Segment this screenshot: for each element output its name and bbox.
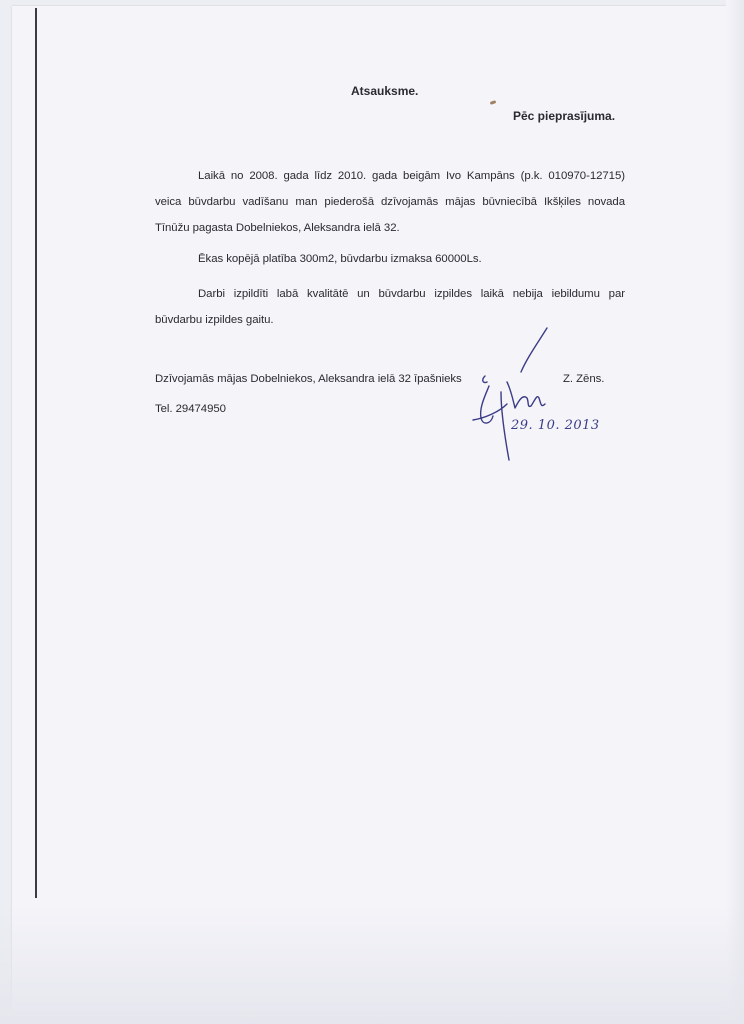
sleeve-shadow xyxy=(0,904,744,1024)
signature-stroke xyxy=(507,382,545,408)
page-edge xyxy=(726,0,744,1024)
signature-stroke xyxy=(483,376,487,383)
paragraph-1-line-2: veica būvdarbu vadīšanu man piederošā dzīvojamās mājas būvniecībā Ikšķiles novada xyxy=(155,196,625,208)
handwritten-date: 29. 10. 2013 xyxy=(511,418,600,433)
paragraph-3-line-2: būvdarbu izpildes gaitu. xyxy=(155,314,274,326)
document-title: Atsauksme. xyxy=(351,84,419,98)
signature-stroke xyxy=(521,328,547,372)
document-sheet xyxy=(12,6,730,1012)
phone-number: Tel. 29474950 xyxy=(155,403,226,415)
paragraph-1-line-3: Tīnūžu pagasta Dobelniekos, Aleksandra ielā 32. xyxy=(155,222,400,234)
signature-stroke xyxy=(501,392,509,460)
binder-margin-line xyxy=(35,8,37,898)
handwritten-signature xyxy=(455,320,625,480)
paragraph-2: Ēkas kopējā platība 300m2, būvdarbu izmaksa 60000Ls. xyxy=(198,253,482,265)
document-subtitle: Pēc pieprasījuma. xyxy=(513,109,616,123)
paragraph-1-line-1: Laikā no 2008. gada līdz 2010. gada beigām Ivo Kampāns (p.k. 010970-12715) xyxy=(198,170,625,182)
owner-name: Z. Zēns. xyxy=(563,373,605,385)
paragraph-3-line-1: Darbi izpildīti labā kvalitātē un būvdarbu izpildes laikā nebija iebildumu par xyxy=(198,288,625,300)
owner-line: Dzīvojamās mājas Dobelniekos, Aleksandra ielā 32 īpašnieks xyxy=(155,373,462,385)
